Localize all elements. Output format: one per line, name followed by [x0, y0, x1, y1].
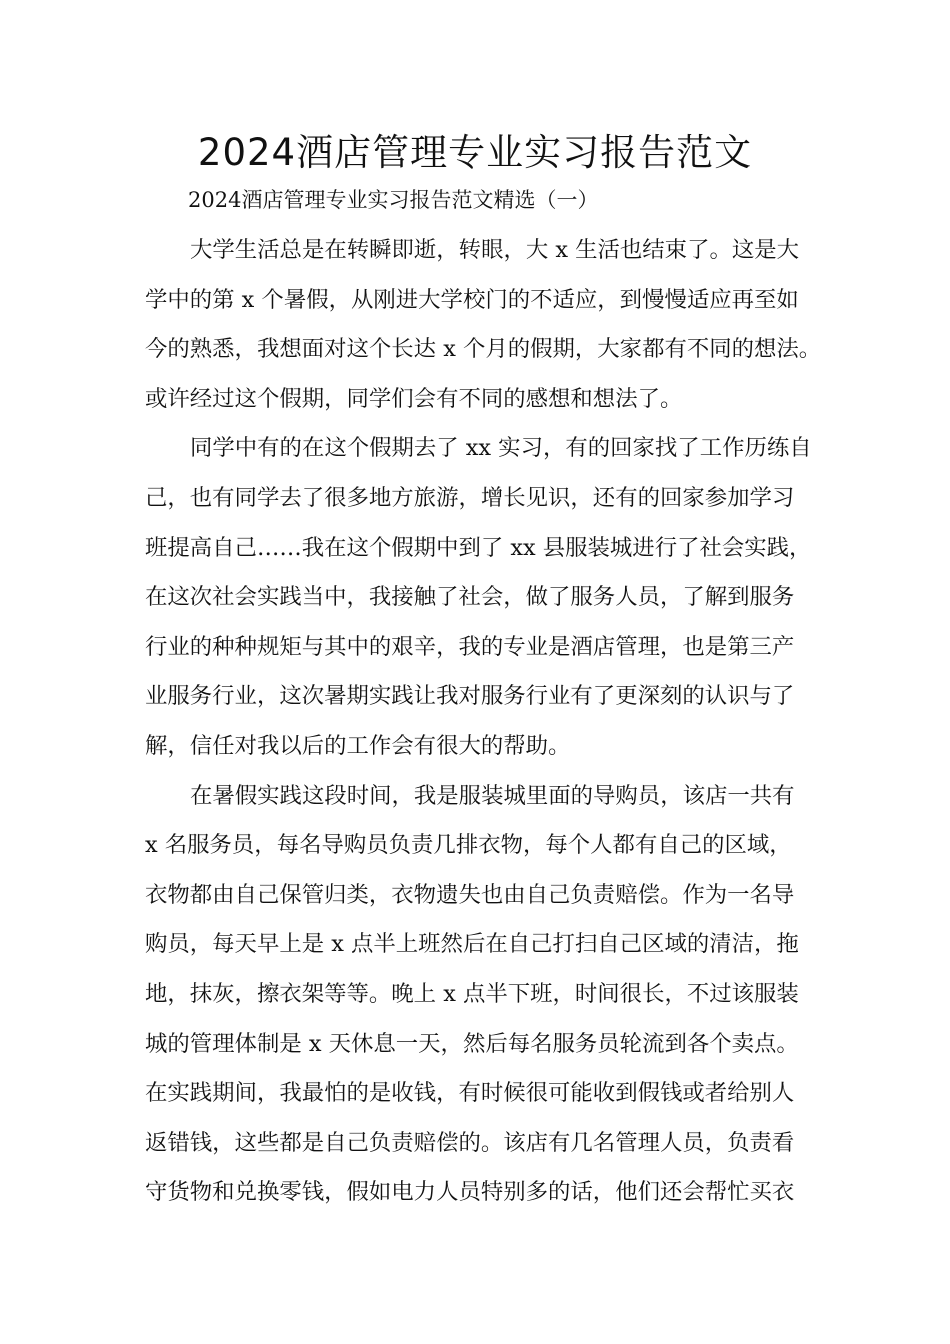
document-body	[145, 226, 822, 1218]
paragraph-1-line: 学中的第 x 个暑假，从刚进大学校门的不适应，到慢慢适应再至如	[145, 286, 799, 313]
paragraph-3-line: 在实践期间，我最怕的是收钱，有时候很可能收到假钱或者给别人	[145, 1080, 795, 1107]
paragraph-3-line: x 名服务员，每名导购员负责几排衣物，每个人都有自己的区域，	[145, 832, 792, 859]
paragraph-3-line: 购员，每天早上是 x 点半上班然后在自己打扫自己区域的清洁，拖	[145, 931, 799, 958]
paragraph-2-line: 班提高自己……我在这个假期中到了 xx 县服装城进行了社会实践，	[145, 534, 812, 561]
paragraph-2-line: 己，也有同学去了很多地方旅游，增长见识，还有的回家参加学习	[145, 484, 795, 511]
paragraph-3-line: 在暑假实践这段时间，我是服装城里面的导购员，该店一共有	[190, 782, 795, 809]
paragraph-3-line: 返错钱，这些都是自己负责赔偿的。该店有几名管理人员，负责看	[145, 1129, 795, 1156]
paragraph-3-line: 衣物都由自己保管归类，衣物遗失也由自己负责赔偿。作为一名导	[145, 881, 795, 908]
paragraph-2-line: 同学中有的在这个假期去了 xx 实习，有的回家找了工作历练自	[190, 435, 812, 462]
paragraph-2-line: 行业的种种规矩与其中的艰辛，我的专业是酒店管理，也是第三产	[145, 633, 795, 660]
paragraph-1-line: 大学生活总是在转瞬即逝，转眼，大 x 生活也结束了。这是大	[190, 237, 800, 263]
paragraph-3-line: 城的管理体制是 x 天休息一天，然后每名服务员轮流到各个卖点。	[145, 1030, 799, 1057]
paragraph-2-line: 在这次社会实践当中，我接触了社会，做了服务人员，了解到服务	[145, 584, 795, 611]
paragraph-2-line: 解，信任对我以后的工作会有很大的帮助。	[145, 732, 571, 759]
paragraph-3-line: 地，抹灰，擦衣架等等。晚上 x 点半下班，时间很长，不过该服装	[145, 980, 799, 1007]
paragraph-3-line: 守货物和兑换零钱，假如电力人员特别多的话，他们还会帮忙买衣	[145, 1179, 795, 1206]
document-title: 2024酒店管理专业实习报告范文	[197, 131, 753, 174]
document-subtitle: 2024酒店管理专业实习报告范文精选（一）	[188, 188, 599, 212]
paragraph-2-line: 业服务行业，这次暑期实践让我对服务行业有了更深刻的认识与了	[145, 683, 795, 710]
paragraph-1-line: 今的熟悉，我想面对这个长达 x 个月的假期，大家都有不同的想法。	[145, 336, 822, 363]
paragraph-1-line: 或许经过这个假期，同学们会有不同的感想和想法了。	[145, 385, 683, 412]
